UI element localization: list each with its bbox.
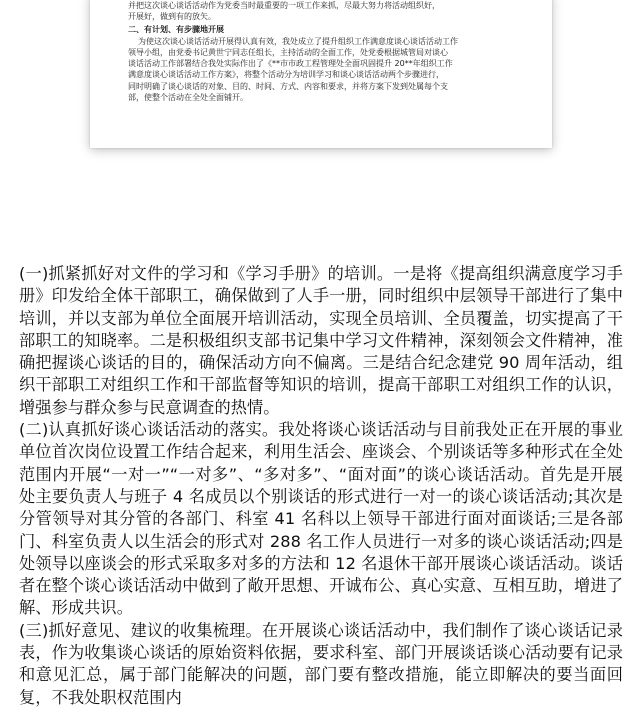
preview-intro-line: 并把这次谈心谈话活动作为党委当时最重要的一项工作来抓，尽最大努力将活动组织好， [128,0,516,11]
preview-content [128,0,516,103]
body-paragraph-3: (三)抓好意见、建议的收集梳理。在开展谈心谈话活动中，我们制作了谈心谈话记录表，作为收集谈心谈话的原始资料依据，要求科室、部门开展谈话谈心活动要有记录和意见汇总，属于部门能解决的问题，部门要有整改措施，能立即解决的要当面回复，不我处职权范围内 [19,620,623,709]
preview-section-line: 领导小组，由党委书记黄世宁同志任组长，主持活动的全面工作，处党委根据城管局对谈心 [128,47,516,58]
document-preview-card [90,0,552,148]
preview-section-line: 同时明确了谈心谈话的对象、目的、时间、方式、内容和要求，并将方案下发到处属每个支 [128,81,516,92]
document-body [19,263,623,709]
preview-intro-line: 开展好，做到有的放矢。 [128,11,516,22]
preview-section-line: 部，使整个活动在全处全面铺开。 [128,92,516,103]
preview-section-line: 为使这次谈心谈话活动开展得认真有效，我处成立了提升组织工作满意度谈心谈话活动工作 [128,36,516,47]
body-paragraph-2: (二)认真抓好谈心谈话活动的落实。我处将谈心谈话活动与目前我处正在开展的事业单位首次岗位设置工作结合起来，利用生活会、座谈会、个别谈话等多种形式在全处范围内开展“一对一”“一对多”、“多对多”、“面对面”的谈心谈话活动。首先是开展处主要负责人与班子 4 名成员以个别谈话的形式进行一对一的谈心谈话活动;其次是分管领导对其分管的各部门、科室 41 名科以上领导干部进行面对面谈话;三是各部门、科室负责人以生活会的形式对 288 名工作人员进行一对多的谈心谈话活动;四是处领导以座谈会的形式采取多对多的方法和 12 名退休干部开展谈心谈话活动。谈话者在整个谈心谈话活动中做到了敞开思想、开诚布公、真心实意、互相互助，增进了解、形成共识。 [19,419,623,620]
preview-section-line: 谈话活动工作部署结合我处实际作出了《**市市政工程管理处全面巩固提升 20**年组织工作 [128,58,516,69]
preview-section-line: 满意度谈心谈话活动工作方案》，将整个活动分为培训学习和谈心谈话活动两个步骤进行， [128,69,516,80]
preview-section-heading: 二、有计划、有步骤地开展 [128,24,516,35]
body-paragraph-1: (一)抓紧抓好对文件的学习和《学习手册》的培训。一是将《提高组织满意度学习手册》印发给全体干部职工，确保做到了人手一册，同时组织中层领导干部进行了集中培训，并以支部为单位全面展开培训活动，实现全员培训、全员覆盖，切实提高了干部职工的知晓率。二是积极组织支部书记集中学习文件精神，深刻领会文件精神，准确把握谈心谈话的目的，确保活动方向不偏离。三是结合纪念建党 90 周年活动，组织干部职工对组织工作和干部监督等知识的培训，提高干部职工对组织工作的认识，增强参与群众参与民意调查的热情。 [19,263,623,419]
